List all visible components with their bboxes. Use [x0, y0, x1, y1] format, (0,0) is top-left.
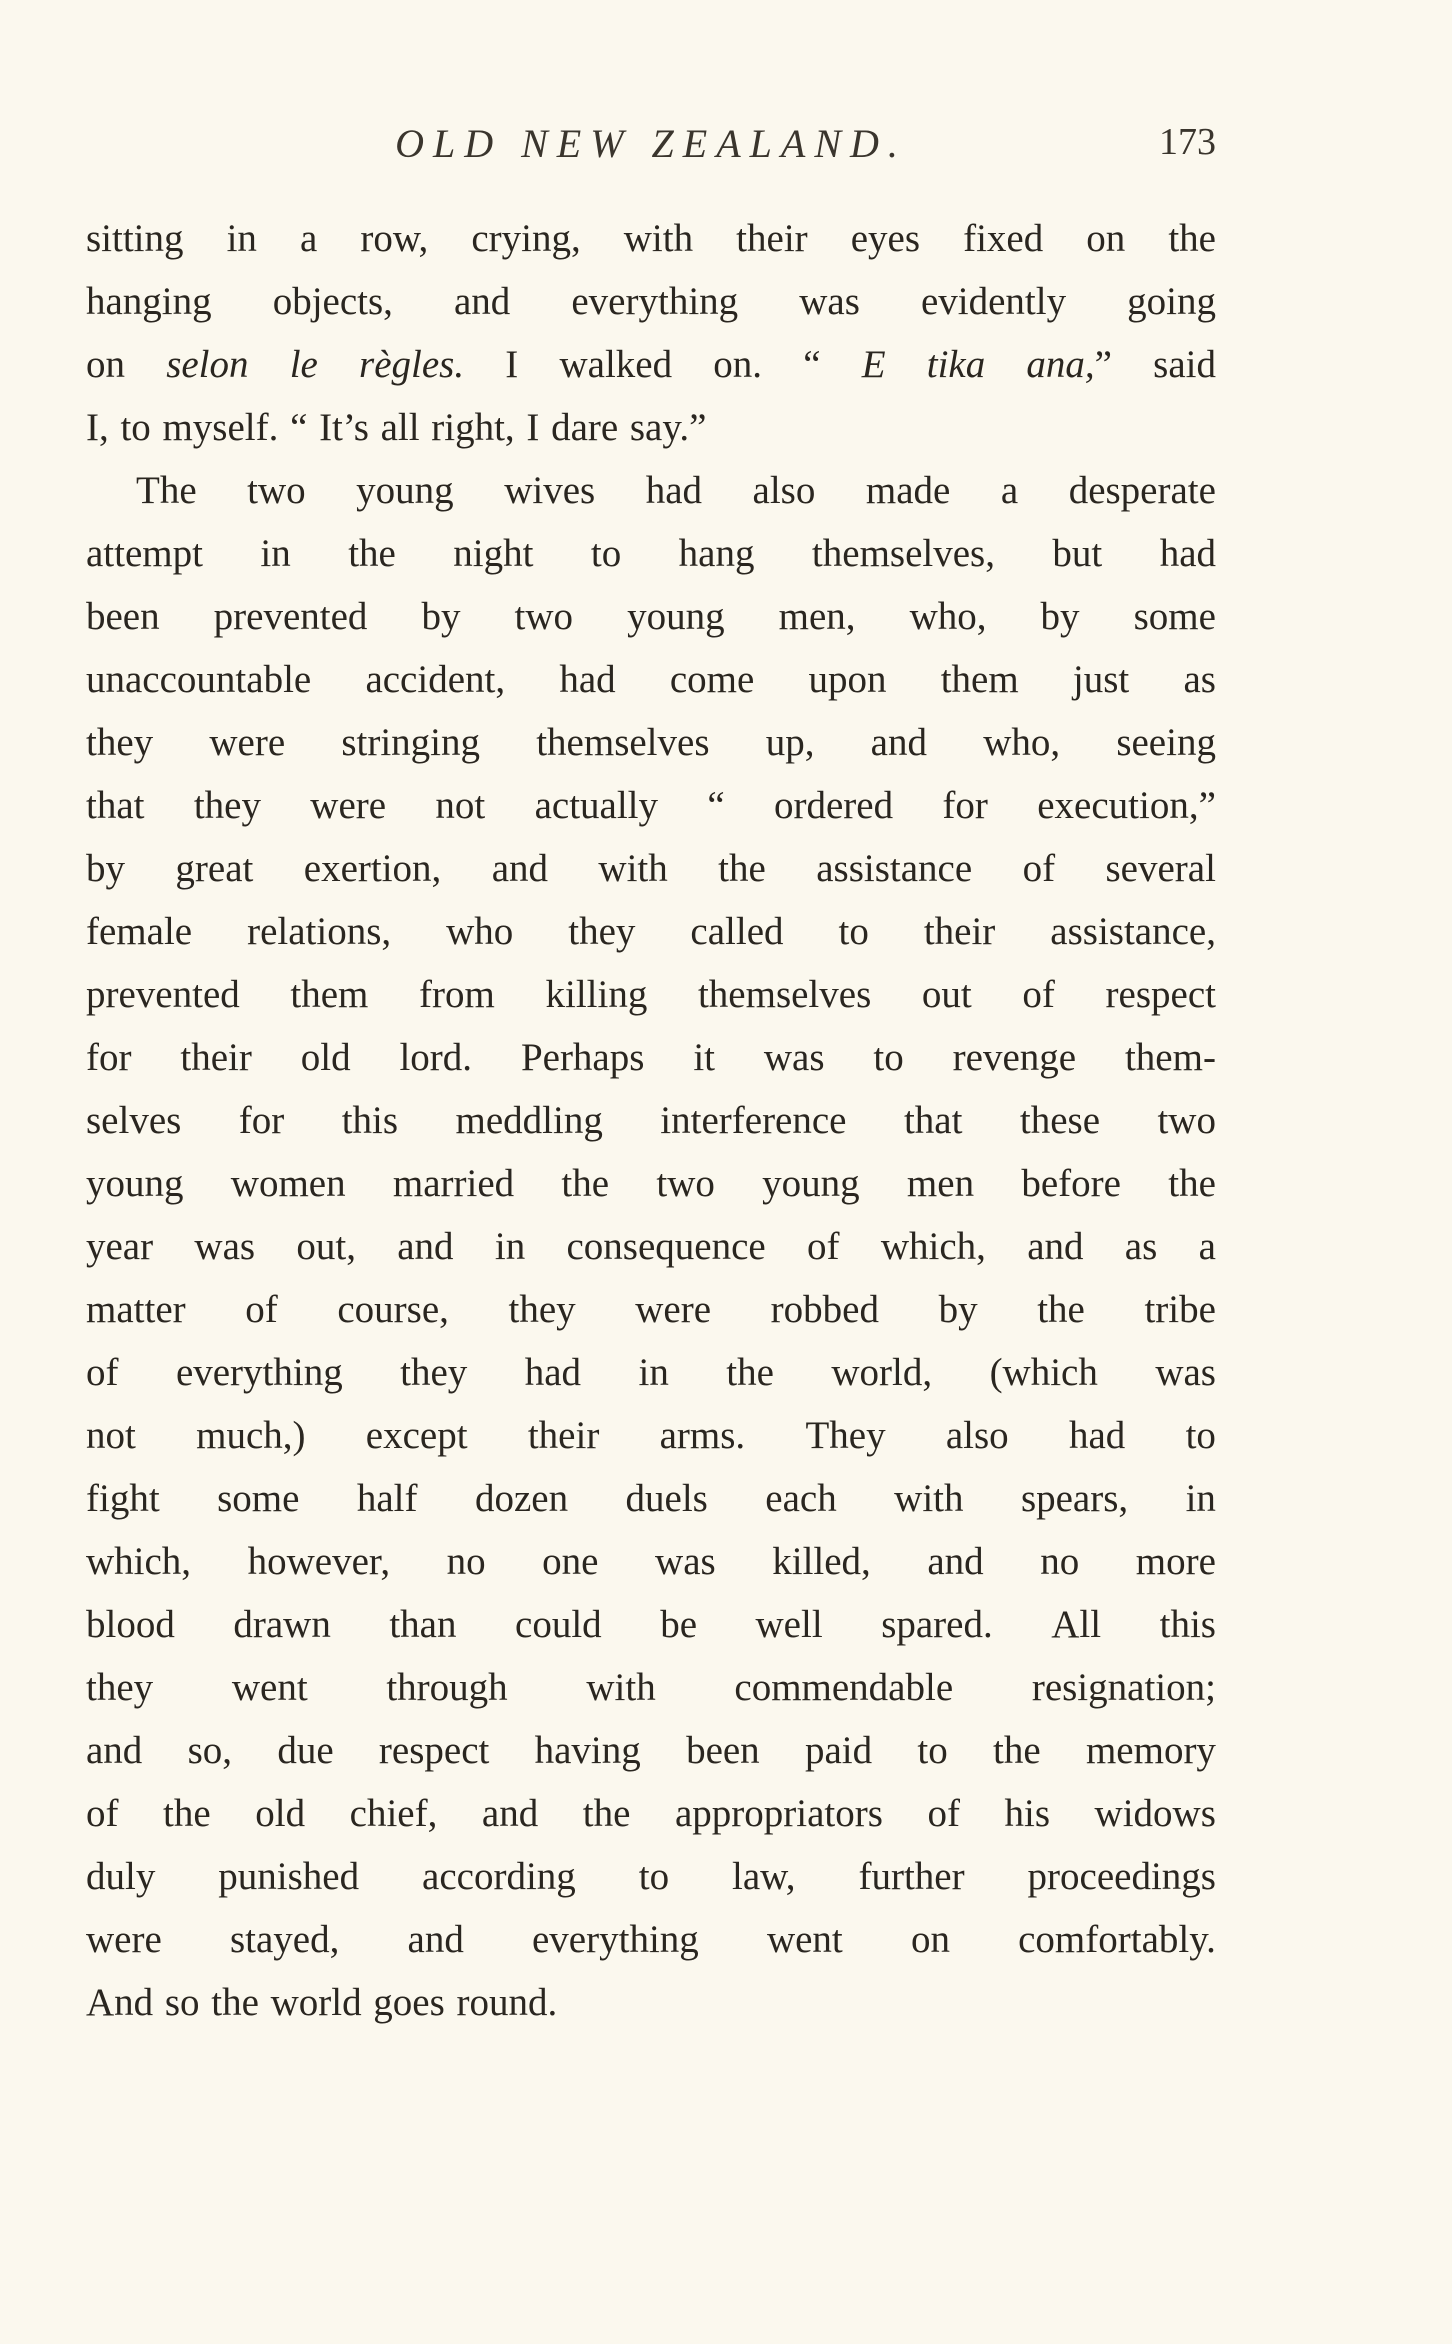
word: the	[1168, 1162, 1216, 1205]
word: I	[505, 343, 519, 386]
word: paid	[804, 1729, 873, 1772]
word: who,	[909, 595, 987, 638]
text-line	[86, 1845, 1216, 1908]
word: of	[1022, 973, 1055, 1016]
word: consequence	[566, 1225, 766, 1268]
word: matter	[86, 1288, 186, 1331]
word: revenge	[952, 1036, 1077, 1079]
word: several	[1105, 847, 1216, 890]
word: themselves	[697, 973, 872, 1016]
word: ordered	[773, 784, 894, 827]
word: respect	[378, 1729, 490, 1772]
word: a	[300, 217, 318, 260]
word: that	[86, 784, 145, 827]
word: relations,	[247, 910, 392, 953]
word: than	[389, 1603, 457, 1646]
text-line	[86, 774, 1216, 837]
word: duels	[625, 1477, 708, 1520]
word: the	[726, 1351, 774, 1394]
word: further	[858, 1855, 965, 1898]
word: but	[1052, 532, 1103, 575]
text-line	[86, 1026, 1216, 1089]
word: half	[356, 1477, 418, 1520]
word: the	[1037, 1288, 1085, 1331]
word: and	[481, 1792, 539, 1835]
word: ana,”	[1026, 343, 1112, 386]
word: by	[421, 595, 461, 638]
word: their	[527, 1414, 600, 1457]
word: his	[1004, 1792, 1050, 1835]
word: much,)	[196, 1414, 306, 1457]
word: spears,	[1020, 1477, 1129, 1520]
word: to	[590, 532, 622, 575]
word: all	[380, 406, 420, 449]
word: and	[870, 721, 927, 764]
word: Perhaps	[520, 1036, 645, 1079]
word: for	[238, 1099, 285, 1142]
word: All	[1051, 1603, 1102, 1646]
word: on	[86, 343, 125, 386]
word: went	[231, 1666, 308, 1709]
word: this	[1159, 1603, 1216, 1646]
word: men	[906, 1162, 975, 1205]
word: It’s	[319, 406, 369, 449]
word: in	[1185, 1477, 1216, 1520]
word: robbed	[770, 1288, 879, 1331]
word: not	[86, 1414, 136, 1457]
word: said	[1153, 343, 1216, 386]
word: which,	[86, 1540, 192, 1583]
word: young	[356, 469, 454, 512]
text-line	[86, 207, 1216, 270]
word: old	[300, 1036, 351, 1079]
word: on	[910, 1918, 950, 1961]
text-line	[86, 459, 1216, 522]
word: was	[799, 280, 860, 323]
word: made	[865, 469, 951, 512]
text-line	[86, 1341, 1216, 1404]
word: tribe	[1144, 1288, 1216, 1331]
word: attempt	[86, 532, 203, 575]
word: women	[230, 1162, 346, 1205]
word: on.	[713, 343, 763, 386]
word: had	[1159, 532, 1216, 575]
word: selon	[166, 343, 249, 386]
word: prevented	[213, 595, 368, 638]
text-line	[86, 1089, 1216, 1152]
text-line	[86, 270, 1216, 333]
word: chief,	[349, 1792, 438, 1835]
word: arms.	[659, 1414, 746, 1457]
word: great	[175, 847, 254, 890]
page-header	[86, 120, 1216, 180]
word: having	[534, 1729, 641, 1772]
word: fight	[86, 1477, 160, 1520]
word: with	[623, 217, 694, 260]
word: men,	[778, 595, 856, 638]
word: with	[598, 847, 668, 890]
word: they	[508, 1288, 576, 1331]
word: this	[341, 1099, 399, 1142]
word: out,	[296, 1225, 356, 1268]
word: règles.	[359, 343, 465, 386]
body-text	[86, 207, 1216, 2034]
word: of	[927, 1792, 960, 1835]
word: dare	[551, 406, 619, 449]
word: fixed	[963, 217, 1044, 260]
word: of	[1022, 847, 1056, 890]
word: and	[1027, 1225, 1084, 1268]
word: who,	[983, 721, 1061, 764]
word: not	[435, 784, 486, 827]
text-line	[86, 522, 1216, 585]
word: to	[638, 1855, 670, 1898]
word: according	[422, 1855, 576, 1898]
word: were	[86, 1918, 162, 1961]
word: called	[690, 910, 784, 953]
text-line	[86, 648, 1216, 711]
word: by	[938, 1288, 978, 1331]
word: female	[86, 910, 193, 953]
word: walked	[559, 343, 673, 386]
word: myself.	[162, 406, 279, 449]
word: had	[559, 658, 616, 701]
word: been	[86, 595, 160, 638]
word: themselves	[536, 721, 710, 764]
word: I	[526, 406, 540, 449]
word: the	[1168, 217, 1216, 260]
word: meddling	[455, 1099, 603, 1142]
word: two	[247, 469, 306, 512]
word: le	[289, 343, 318, 386]
text-line	[86, 585, 1216, 648]
word: E	[861, 343, 886, 386]
word: lord.	[399, 1036, 473, 1079]
text-line	[86, 1215, 1216, 1278]
word: and	[491, 847, 549, 890]
text-line	[86, 837, 1216, 900]
text-line	[86, 1719, 1216, 1782]
word: widows	[1094, 1792, 1216, 1835]
word: They	[805, 1414, 886, 1457]
word: due	[277, 1729, 334, 1772]
word: wives	[504, 469, 596, 512]
word: for	[86, 1036, 132, 1079]
word: the	[993, 1729, 1041, 1772]
word: of	[86, 1351, 119, 1394]
word: and	[397, 1225, 454, 1268]
word: killed,	[772, 1540, 871, 1583]
word: some	[217, 1477, 300, 1520]
word: as	[1124, 1225, 1158, 1268]
word: say.”	[629, 406, 707, 449]
word: in	[260, 532, 291, 575]
word: assistance,	[1050, 910, 1216, 953]
word: row,	[360, 217, 429, 260]
word: had	[524, 1351, 582, 1394]
word: were	[310, 784, 387, 827]
word: it	[693, 1036, 715, 1079]
text-line	[86, 963, 1216, 1026]
word: upon	[808, 658, 887, 701]
page-number: 173	[1159, 121, 1216, 163]
text-line	[86, 1782, 1216, 1845]
word: to	[1185, 1414, 1216, 1457]
word: the	[348, 532, 396, 575]
word: could	[515, 1603, 602, 1646]
word: everything	[532, 1918, 699, 1961]
word: everything	[571, 280, 739, 323]
text-line	[86, 1908, 1216, 1971]
word: the	[561, 1162, 610, 1205]
word: dozen	[474, 1477, 569, 1520]
word: objects,	[272, 280, 393, 323]
word: unaccountable	[86, 658, 312, 701]
word: respect	[1105, 973, 1216, 1016]
word: everything	[175, 1351, 343, 1394]
word: the	[211, 1981, 259, 2024]
word: on	[1086, 217, 1126, 260]
word: and	[454, 280, 511, 323]
word: been	[686, 1729, 760, 1772]
word: to	[838, 910, 869, 953]
word: also	[752, 469, 816, 512]
word: so	[164, 1981, 200, 2024]
word: hanging	[86, 280, 212, 323]
word: a	[1198, 1225, 1216, 1268]
word: was	[763, 1036, 825, 1079]
word: one	[542, 1540, 599, 1583]
word: duly	[86, 1855, 156, 1898]
word: crying,	[471, 217, 581, 260]
word: night	[453, 532, 534, 575]
word: they	[568, 910, 636, 953]
word: just	[1072, 658, 1130, 701]
word: had	[645, 469, 703, 512]
word: themselves,	[811, 532, 995, 575]
word: were	[635, 1288, 712, 1331]
word: in	[638, 1351, 669, 1394]
word: And	[86, 1981, 154, 2024]
word: killing	[545, 973, 648, 1016]
text-line	[86, 1656, 1216, 1719]
word: two	[1157, 1099, 1216, 1142]
text-line	[86, 900, 1216, 963]
word: and	[927, 1540, 984, 1583]
word: and	[407, 1918, 464, 1961]
word: their	[180, 1036, 252, 1079]
word: course,	[337, 1288, 449, 1331]
word: for	[942, 784, 988, 827]
word: these	[1019, 1099, 1101, 1142]
word: I,	[86, 406, 109, 449]
word: which,	[880, 1225, 986, 1268]
word: come	[669, 658, 755, 701]
text-line	[86, 333, 1216, 396]
word: proceedings	[1027, 1855, 1216, 1898]
text-line	[86, 396, 1216, 459]
word: they	[86, 721, 154, 764]
word: hang	[678, 532, 755, 575]
word: round.	[456, 1981, 558, 2024]
word: so,	[187, 1729, 233, 1772]
word: to	[917, 1729, 948, 1772]
word: appropriators	[674, 1792, 883, 1835]
text-line	[86, 1152, 1216, 1215]
word: right,	[431, 406, 515, 449]
word: had	[1068, 1414, 1126, 1457]
word: went	[766, 1918, 843, 1961]
text-line	[86, 1593, 1216, 1656]
word: world,	[831, 1351, 933, 1394]
word: was	[1155, 1351, 1216, 1394]
text-line	[86, 1971, 1216, 2034]
word: they	[400, 1351, 468, 1394]
word: punished	[218, 1855, 360, 1898]
word: year	[86, 1225, 154, 1268]
word: was	[194, 1225, 256, 1268]
word: eyes	[850, 217, 921, 260]
word: as	[1183, 658, 1216, 701]
word: evidently	[920, 280, 1067, 323]
word: of	[807, 1225, 840, 1268]
word: to	[120, 406, 151, 449]
word: by	[86, 847, 125, 890]
word: each	[765, 1477, 837, 1520]
word: blood	[86, 1603, 175, 1646]
word: old	[255, 1792, 306, 1835]
word: no	[446, 1540, 486, 1583]
word: young	[762, 1162, 860, 1205]
word: they	[193, 784, 261, 827]
word: commendable	[734, 1666, 954, 1709]
word: sitting	[86, 217, 184, 260]
word: them	[290, 973, 369, 1016]
word: two	[656, 1162, 715, 1205]
word: they	[86, 1666, 154, 1709]
word: who	[446, 910, 514, 953]
word: of	[245, 1288, 278, 1331]
word: through	[386, 1666, 508, 1709]
word: of	[86, 1792, 119, 1835]
text-line	[86, 1467, 1216, 1530]
text-line	[86, 1278, 1216, 1341]
word: the	[163, 1792, 211, 1835]
text-line	[86, 711, 1216, 774]
word: spared.	[881, 1603, 993, 1646]
word: with	[894, 1477, 964, 1520]
word: desperate	[1068, 469, 1216, 512]
word: by	[1040, 595, 1080, 638]
word: also	[945, 1414, 1009, 1457]
word: exertion,	[303, 847, 442, 890]
word: in	[226, 217, 257, 260]
word: “	[707, 784, 725, 827]
word: their	[923, 910, 996, 953]
word: them	[940, 658, 1019, 701]
word: married	[392, 1162, 515, 1205]
running-title: OLD NEW ZEALAND.	[395, 121, 907, 166]
word: resignation;	[1031, 1666, 1216, 1709]
word: world	[270, 1981, 362, 2024]
word: law,	[732, 1855, 796, 1898]
word: (which	[989, 1351, 1098, 1394]
word: except	[365, 1414, 468, 1457]
word: comfortably.	[1018, 1918, 1216, 1961]
word: seeing	[1116, 721, 1216, 764]
word: stringing	[341, 721, 481, 764]
word: out	[921, 973, 972, 1016]
word: memory	[1085, 1729, 1216, 1772]
word: selves	[86, 1099, 182, 1142]
text-line	[86, 1404, 1216, 1467]
word: The	[136, 469, 197, 512]
word: accident,	[365, 658, 506, 701]
word: assistance	[816, 847, 973, 890]
word: however,	[247, 1540, 391, 1583]
word: interference	[660, 1099, 847, 1142]
word: was	[655, 1540, 716, 1583]
word: that	[903, 1099, 963, 1142]
word: actually	[534, 784, 659, 827]
word: up,	[765, 721, 815, 764]
word: tika	[926, 343, 986, 386]
word: the	[582, 1792, 631, 1835]
word: “	[803, 343, 821, 386]
text-line	[86, 1530, 1216, 1593]
word: two	[514, 595, 574, 638]
word: from	[419, 973, 495, 1016]
word: were	[209, 721, 286, 764]
word: young	[627, 595, 725, 638]
word: no	[1040, 1540, 1080, 1583]
word: to	[873, 1036, 904, 1079]
word: and	[86, 1729, 143, 1772]
word: “	[290, 406, 308, 449]
word: before	[1021, 1162, 1121, 1205]
word: stayed,	[229, 1918, 340, 1961]
word: more	[1135, 1540, 1216, 1583]
word: some	[1133, 595, 1216, 638]
word: them-	[1124, 1036, 1216, 1079]
word: the	[718, 847, 766, 890]
word: in	[494, 1225, 526, 1268]
word: drawn	[233, 1603, 331, 1646]
word: their	[736, 217, 808, 260]
word: goes	[373, 1981, 445, 2024]
word: with	[586, 1666, 656, 1709]
word: going	[1127, 280, 1216, 323]
word: well	[755, 1603, 823, 1646]
word: young	[86, 1162, 184, 1205]
word: be	[660, 1603, 697, 1646]
word: prevented	[86, 973, 240, 1016]
word: execution,”	[1037, 784, 1216, 827]
word: a	[1000, 469, 1019, 512]
